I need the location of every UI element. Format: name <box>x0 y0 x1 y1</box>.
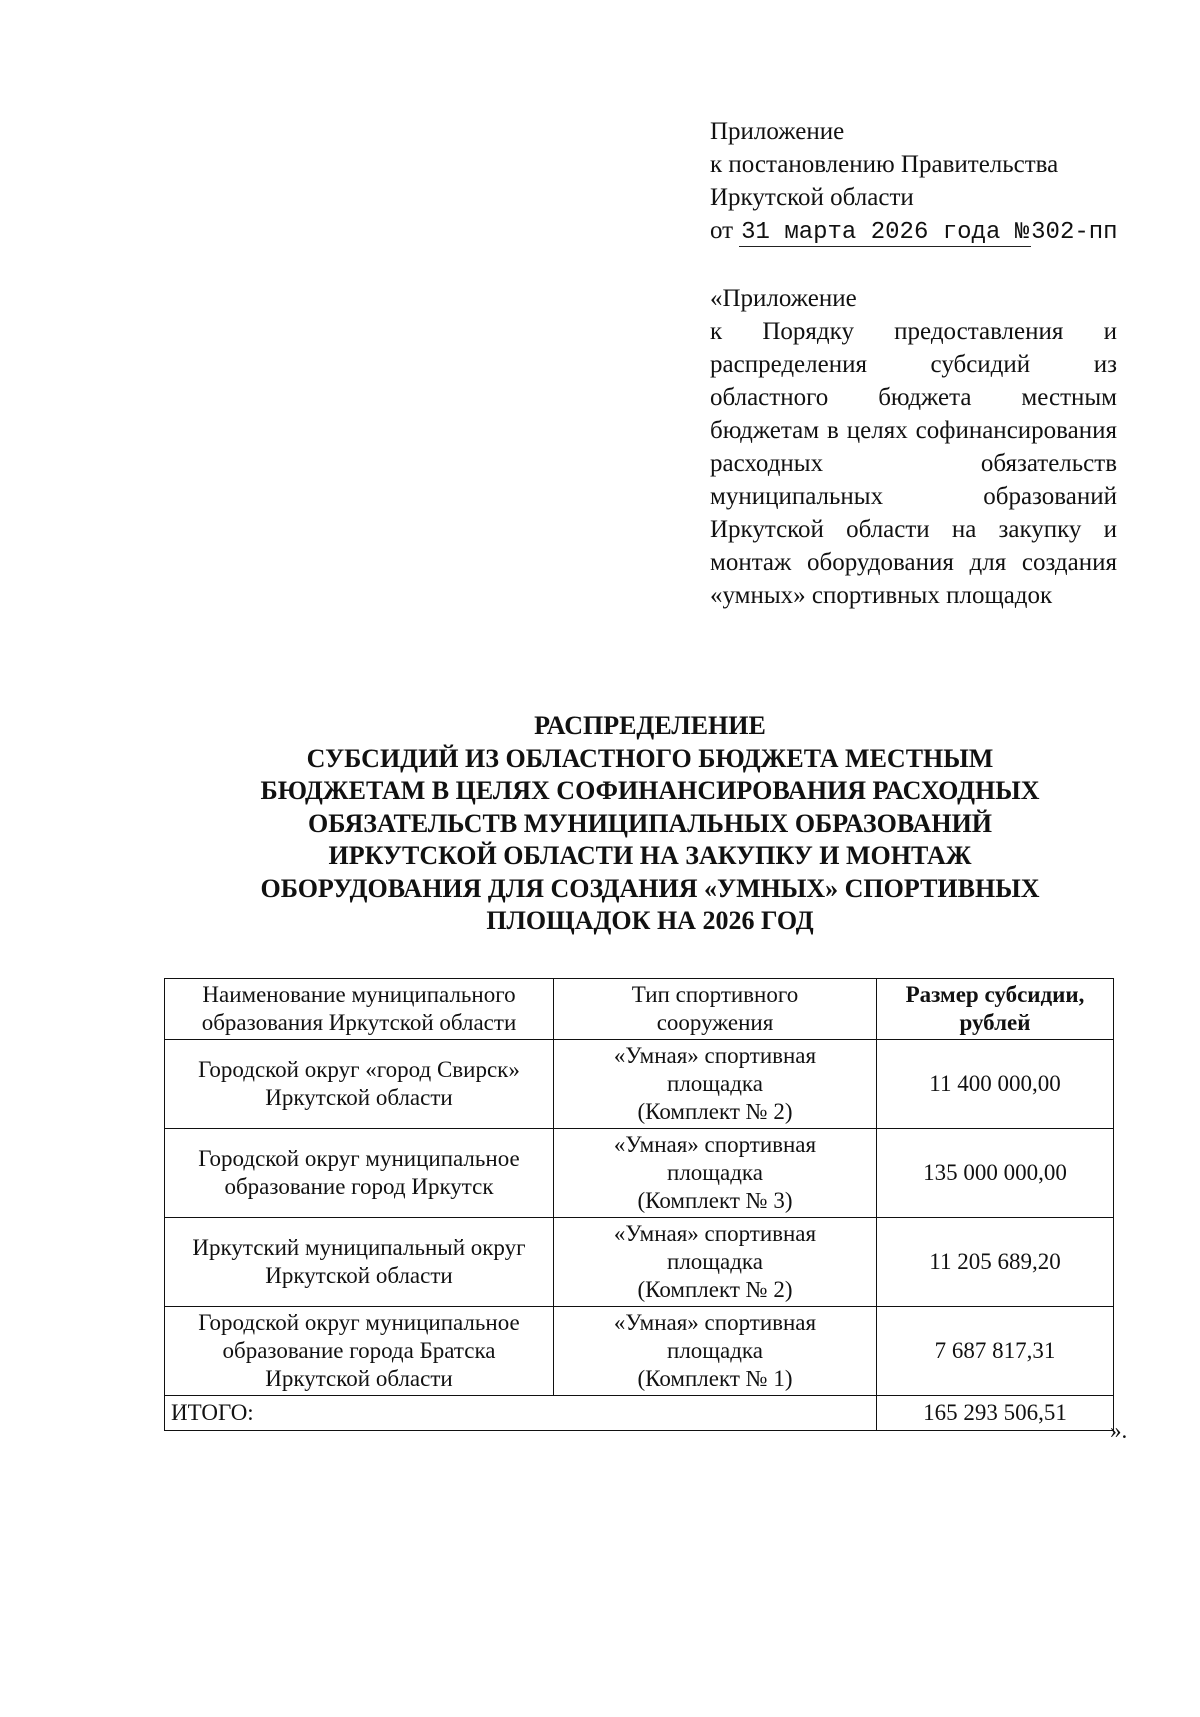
cell-text: Иркутский муниципальный округ <box>192 1235 526 1260</box>
subsidy-amount-cell: 135 000 000,00 <box>877 1129 1114 1218</box>
header-text: образования Иркутской области <box>201 1010 517 1035</box>
cell-text: площадка <box>667 1338 763 1363</box>
facility-type-cell <box>554 1307 877 1396</box>
cell-text: образование города Братска <box>222 1338 496 1363</box>
cell-text: (Комплект № 2) <box>637 1099 793 1124</box>
title-line: БЮДЖЕТАМ В ЦЕЛЯХ СОФИНАНСИРОВАНИЯ РАСХОДНЫХ <box>260 776 1040 805</box>
subsidy-amount-cell: 11 205 689,20 <box>877 1218 1114 1307</box>
table-row <box>165 1218 1114 1307</box>
municipality-cell <box>165 1218 554 1307</box>
title-line: ПЛОЩАДОК НА 2026 ГОД <box>486 906 814 935</box>
cell-text: образование город Иркутск <box>224 1174 494 1199</box>
header-text: Размер субсидии, <box>905 982 1085 1007</box>
annex-region: Иркутской области <box>710 184 914 211</box>
date-prefix: от <box>710 217 734 244</box>
resolution-number: 302-пп <box>1031 219 1118 246</box>
cell-text: «Умная» спортивная <box>613 1132 817 1157</box>
table-row <box>165 1129 1114 1218</box>
cell-text: Городской округ «город Свирск» <box>198 1057 520 1082</box>
title-line: ИРКУТСКОЙ ОБЛАСТИ НА ЗАКУПКУ И МОНТАЖ <box>328 841 972 870</box>
table-total-row <box>165 1396 1114 1431</box>
municipality-cell <box>165 1307 554 1396</box>
subsidy-amount-cell: 7 687 817,31 <box>877 1307 1114 1396</box>
closing-quote-mark: ». <box>1110 1418 1128 1443</box>
sub-annex-header <box>710 282 1117 612</box>
title-line: ОБЯЗАТЕЛЬСТВ МУНИЦИПАЛЬНЫХ ОБРАЗОВАНИЙ <box>307 808 993 838</box>
annex-header <box>710 115 1130 249</box>
subsidy-distribution-table <box>164 978 1114 1431</box>
annex-to: к постановлению Правительства <box>710 151 1059 178</box>
cell-text: «Умная» спортивная <box>613 1043 817 1068</box>
subsidy-amount-cell: 11 400 000,00 <box>877 1040 1114 1129</box>
cell-text: (Комплект № 2) <box>637 1277 793 1302</box>
cell-text: (Комплект № 3) <box>637 1188 793 1213</box>
resolution-date: 31 марта 2026 года № <box>741 219 1030 246</box>
cell-text: Иркутской области <box>265 1263 453 1288</box>
table-header-row <box>165 979 1114 1040</box>
header-text: рублей <box>959 1010 1031 1035</box>
sub-annex-body: к Порядку предоставления и распределения субсидий из областного бюджета местным бюджетам в целях софинансирования расходных обязательств муниципальных образований Иркутской области на закупку и монтаж оборудования для создания «умных» спортивных площадок <box>710 318 1117 609</box>
header-text: сооружения <box>656 1010 774 1035</box>
total-label: ИТОГО: <box>165 1396 877 1431</box>
facility-type-cell <box>554 1040 877 1129</box>
facility-type-cell <box>554 1129 877 1218</box>
cell-text: Иркутской области <box>265 1366 453 1391</box>
municipality-cell <box>165 1129 554 1218</box>
cell-text: Городской округ муниципальное <box>198 1310 520 1335</box>
document-title <box>200 710 1100 938</box>
table-row <box>165 1307 1114 1396</box>
header-text: Тип спортивного <box>631 982 799 1007</box>
column-header-municipality <box>165 979 554 1040</box>
column-header-subsidy-amount <box>877 979 1114 1040</box>
cell-text: площадка <box>667 1249 763 1274</box>
total-amount: 165 293 506,51 <box>877 1396 1114 1431</box>
column-header-facility-type <box>554 979 877 1040</box>
sub-annex-label: «Приложение <box>710 285 857 312</box>
header-text: Наименование муниципального <box>202 982 516 1007</box>
cell-text: Иркутской области <box>265 1085 453 1110</box>
table-row <box>165 1040 1114 1129</box>
cell-text: «Умная» спортивная <box>613 1310 817 1335</box>
municipality-cell <box>165 1040 554 1129</box>
title-line: СУБСИДИЙ ИЗ ОБЛАСТНОГО БЮДЖЕТА МЕСТНЫМ <box>306 743 994 773</box>
cell-text: Городской округ муниципальное <box>198 1146 520 1171</box>
cell-text: (Комплект № 1) <box>637 1366 793 1391</box>
facility-type-cell <box>554 1218 877 1307</box>
title-line: РАСПРЕДЕЛЕНИЕ <box>534 711 766 740</box>
annex-label: Приложение <box>710 118 845 145</box>
cell-text: «Умная» спортивная <box>613 1221 817 1246</box>
cell-text: площадка <box>667 1160 763 1185</box>
resolution-date-line <box>710 214 1130 249</box>
title-line: ОБОРУДОВАНИЯ ДЛЯ СОЗДАНИЯ «УМНЫХ» СПОРТИВНЫХ <box>260 873 1040 903</box>
cell-text: площадка <box>667 1071 763 1096</box>
